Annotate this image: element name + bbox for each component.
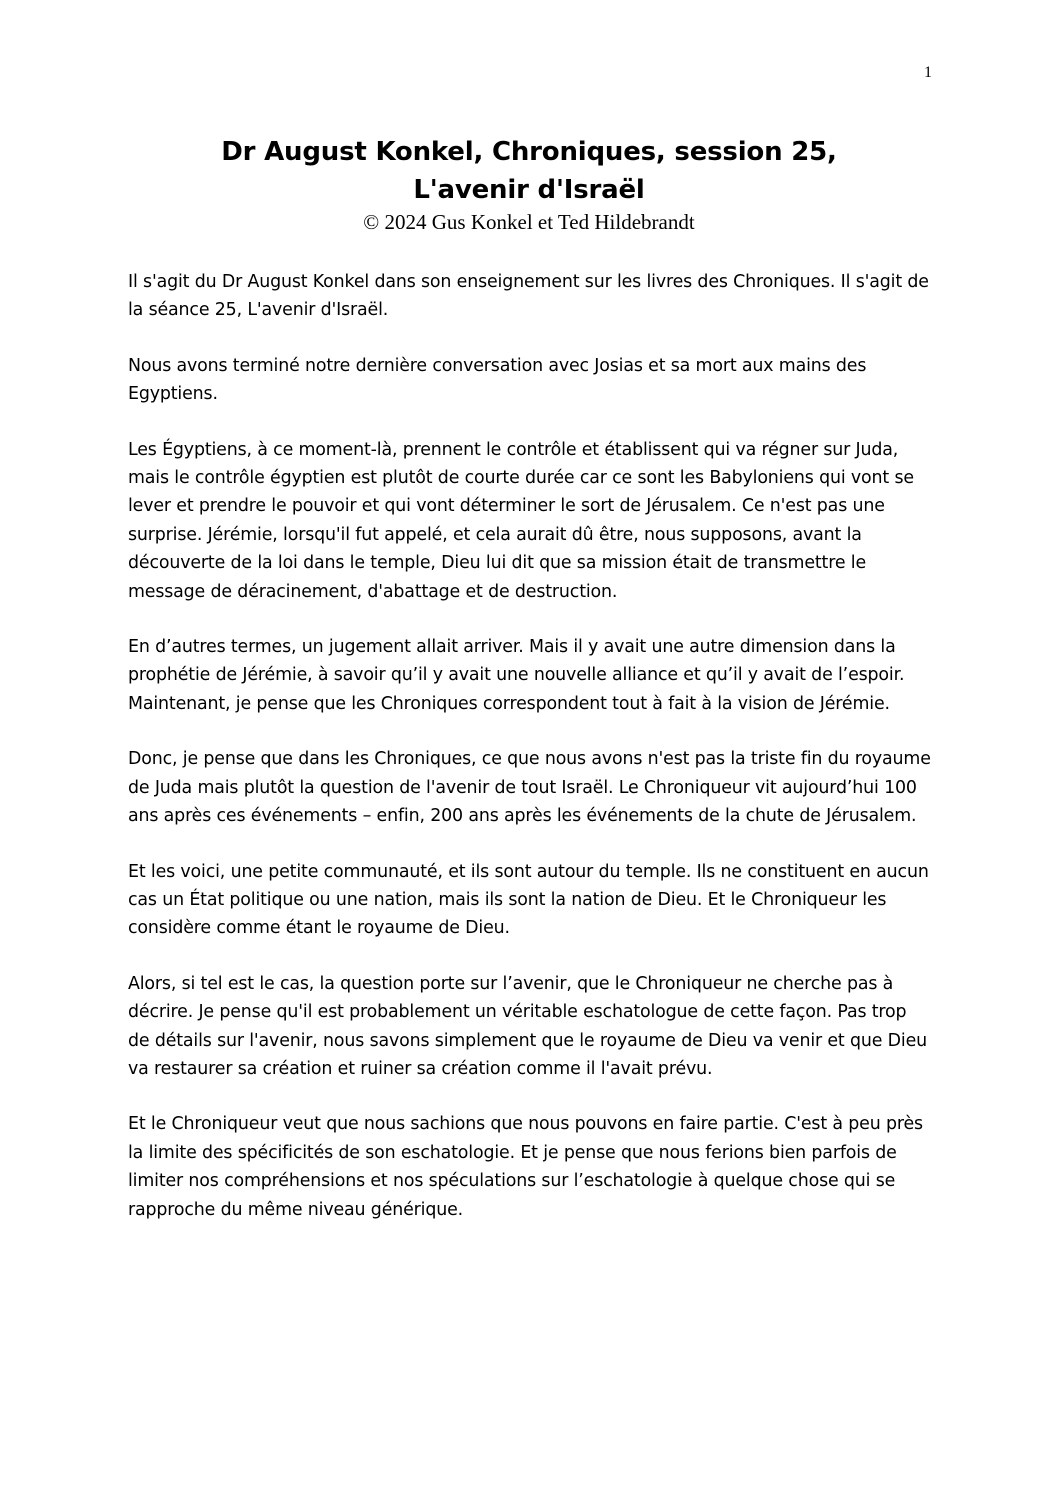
paragraph-4: En d’autres termes, un jugement allait arriver. Mais il y avait une autre dimension dans la prophétie de Jérémie, à savoir qu’il y avait une nouvelle alliance et qu’il y avait de l’espoir. Maintenant, je pense que les Chroniques correspondent tout à fait à la vision de Jérémie.	[128, 637, 905, 714]
document-header	[0, 133, 1058, 235]
page-number: 1	[924, 64, 932, 81]
paragraph-3: Les Égyptiens, à ce moment-là, prennent le contrôle et établissent qui va régner sur Juda, mais le contrôle égyptien est plutôt de courte durée car ce sont les Babyloniens qui vont se lever et prendre le pouvoir et qui vont déterminer le sort de Jérusalem. Ce n'est pas une surprise. Jérémie, lorsqu'il fut appelé, et cela aurait dû être, nous supposons, avant la découverte de la loi dans le temple, Dieu lui dit que sa mission était de transmettre le message de déracinement, d'abattage et de destruction.	[128, 439, 914, 602]
paragraph-2: Nous avons terminé notre dernière conversation avec Josias et sa mort aux mains des Egyptiens.	[128, 355, 867, 405]
paragraph-7: Alors, si tel est le cas, la question porte sur l’avenir, que le Chroniqueur ne cherche pas à décrire. Je pense qu'il est probablement un véritable eschatologue de cette façon. Pas trop de détails sur l'avenir, nous savons simplement que le royaume de Dieu va venir et que Dieu va restaurer sa création et ruiner sa création comme il l'avait prévu.	[128, 973, 928, 1079]
document-body	[128, 268, 933, 1251]
document-title-line-1: Dr August Konkel, Chroniques, session 25,	[221, 137, 837, 167]
paragraph-8: Et le Chroniqueur veut que nous sachions que nous pouvons en faire partie. C'est à peu près la limite des spécificités de son eschatologie. Et je pense que nous ferions bien parfois de limiter nos compréhensions et nos spéculations sur l’eschatologie à quelque chose qui se rapproche du même niveau générique.	[128, 1114, 923, 1220]
paragraph-5: Donc, je pense que dans les Chroniques, ce que nous avons n'est pas la triste fin du royaume de Juda mais plutôt la question de l'avenir de tout Israël. Le Chroniqueur vit aujourd’hui 100 ans après ces événements – enfin, 200 ans après les événements de la chute de Jérusalem.	[128, 749, 931, 827]
paragraph-6: Et les voici, une petite communauté, et ils sont autour du temple. Ils ne constituent en aucun cas un État politique ou une nation, mais ils sont la nation de Dieu. Et le Chroniqueur les considère comme étant le royaume de Dieu.	[128, 861, 929, 939]
copyright-notice: © 2024 Gus Konkel et Ted Hildebrandt	[363, 210, 695, 234]
paragraph-1: Il s'agit du Dr August Konkel dans son enseignement sur les livres des Chroniques. Il s'agit de la séance 25, L'avenir d'Israël.	[128, 272, 929, 321]
document-title-line-2: L'avenir d'Israël	[413, 175, 645, 205]
